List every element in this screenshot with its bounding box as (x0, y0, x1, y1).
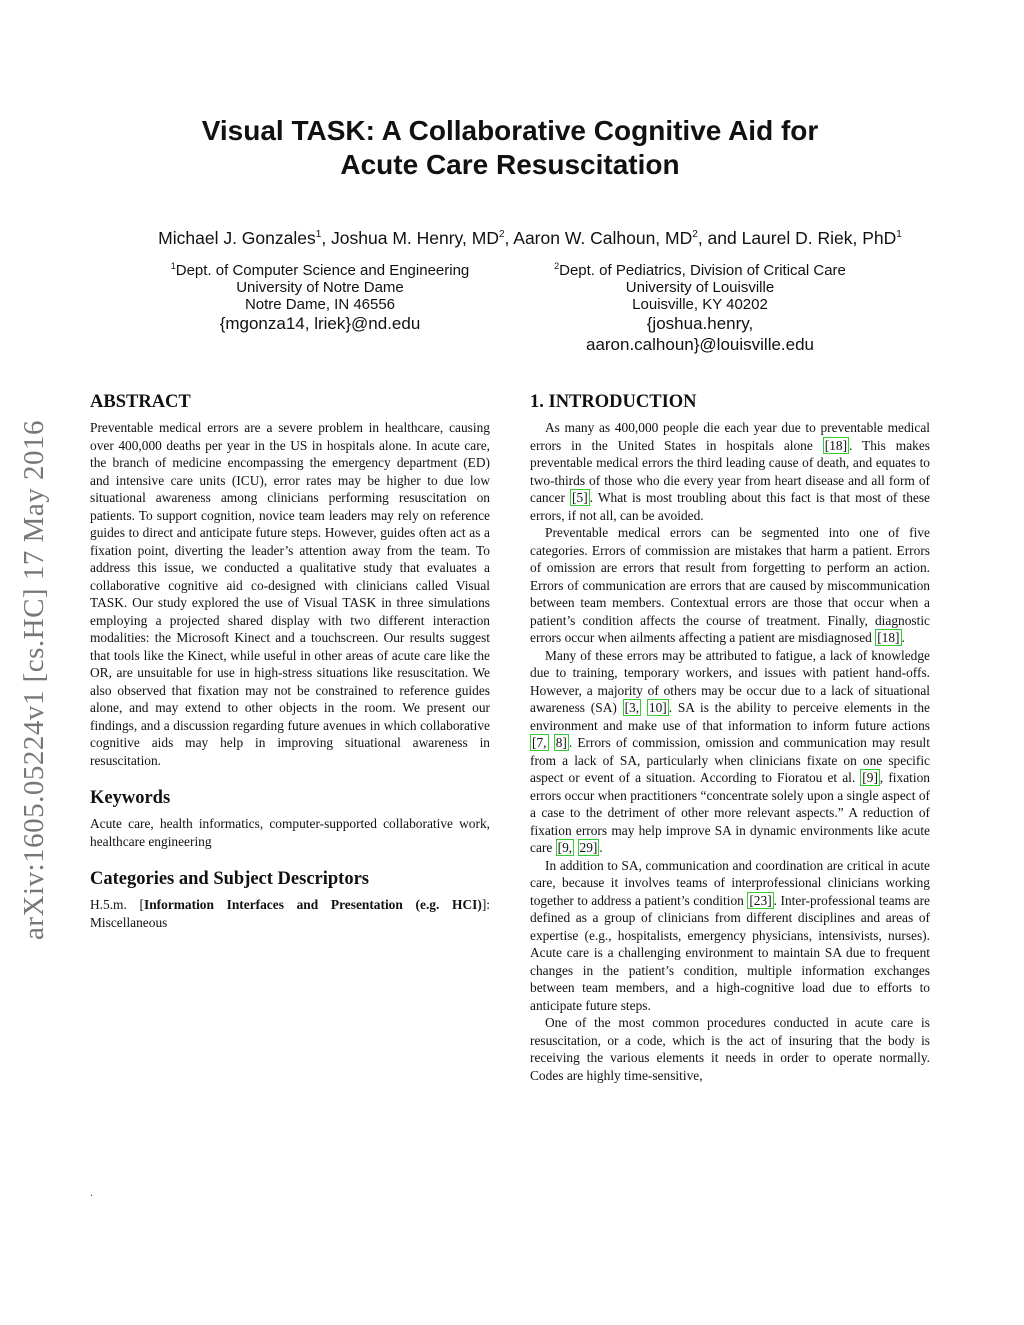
affiliation-1-marker: 1 (170, 261, 176, 271)
intro-paragraph-1 (530, 419, 930, 524)
intro-p1-text-a: As many as 400,000 people die each year due to preventable medical errors in the United States in hospitals alone (530, 420, 930, 453)
intro-p2-text-b: . (901, 630, 905, 645)
affiliation-1-university: University of Notre Dame (236, 279, 404, 296)
intro-p4-text-b: . Inter-professional teams are defined as a group of clinicians from different disciplines and areas of expertise (e.g., hospitalists, emergency physicians, intensivists, nurses). Acute care is a challenging environment to maintain SA due to frequent changes in the patient’s condition, multiple information exchanges between team members, and a high-cognitive load due to efforts to anticipate future steps. (530, 892, 930, 1013)
citation-link[interactable]: [18] (877, 630, 900, 645)
citation-link[interactable]: 29] (579, 840, 598, 855)
author-list (60, 228, 1000, 249)
intro-paragraph-3 (530, 647, 930, 857)
affiliation-2 (520, 258, 880, 355)
citation-link[interactable]: [9] (862, 770, 878, 785)
citation-link[interactable]: 10] (648, 700, 667, 715)
author-2: , Joshua M. Henry, MD (321, 228, 499, 248)
categories-rest: ]: Miscellaneous (90, 897, 490, 930)
intro-p1-text-b: . This makes preventable medical errors the third leading cause of death, and equates to two-thirds of those who die every year from heart disease and all form of cancer (530, 437, 930, 505)
introduction-heading: 1. INTRODUCTION (530, 392, 697, 412)
keywords-text: Acute care, health informatics, computer-supported collaborative work, healthcare engineering (90, 816, 490, 849)
categories-text (90, 896, 490, 931)
paper-title (140, 114, 880, 182)
author-4: , and Laurel D. Riek, PhD (697, 228, 897, 248)
affiliation-1-email: {mgonza14, lriek}@nd.edu (219, 314, 421, 333)
author-3: , Aaron W. Calhoun, MD (504, 228, 693, 248)
title-line-1: Visual TASK: A Collaborative Cognitive Aid for (201, 115, 819, 146)
affiliation-2-university: University of Louisville (625, 279, 775, 296)
intro-paragraph-4 (530, 857, 930, 1015)
categories-bold: Information Interfaces and Presentation (e.g. HCI) (144, 897, 482, 912)
intro-p1-text-c: . What is most troubling about this fact is that most of these errors, if not all, can be avoided. (530, 490, 931, 523)
right-column (530, 391, 930, 1084)
intro-p4-text-a: In addition to SA, communication and coordination are critical in acute care, because it involves teams of interprofessional clinicians working together to address a patient’s condition (530, 857, 930, 908)
affiliation-2-marker: 2 (554, 261, 560, 271)
arxiv-identifier: arXiv:1605.05224v1 [cs.HC] 17 May 2016 (18, 419, 50, 940)
author-2-affil: 2 (498, 229, 505, 241)
left-column (90, 391, 490, 931)
affiliation-2-email-line-1: {joshua.henry, (646, 314, 754, 333)
affiliation-1-dept: Dept. of Computer Science and Engineering (175, 262, 470, 279)
affiliation-1-address: Notre Dame, IN 46556 (244, 296, 396, 313)
affiliation-2-dept: Dept. of Pediatrics, Division of Critical Care (559, 262, 846, 279)
intro-paragraph-5: One of the most common procedures conducted in acute care is resuscitation, or a code, which is the act of insuring that the body is receiving the various elements it needs in order to operate normally. Codes are highly time-sensitive, (530, 1015, 930, 1083)
affiliation-2-email-line-2: aaron.calhoun}@louisville.edu (585, 335, 815, 354)
affiliation-1 (140, 258, 500, 334)
affiliation-2-address: Louisville, KY 40202 (632, 296, 768, 313)
author-1: Michael J. Gonzales (158, 228, 316, 248)
abstract-text: Preventable medical errors are a severe problem in healthcare, causing over 400,000 deaths per year in the US in hospitals alone. In acute care, the branch of medicine encompassing the emergency department (ED) and intensive care units (ICU), error rates may be higher to due low situational awareness among clinicians performing resuscitation on patients. To support cognition, novice team leaders may rely on reference guides to direct and anticipate future steps. However, guides often act as a fixation point, diverting the leader’s attention away from the team. To address this issue, we conducted a qualitative study that evaluates a collaborative cognitive aid co-designed with clinicians called Visual TASK. Our study explored the use of Visual TASK in three simulations employing a projected shared display with two different interaction modalities: the Microsoft Kinect and a touchscreen. Our results suggest that tools like the Kinect, while useful in other areas of acute care like the OR, are unsuitable for use in high-stress situations like resuscitation. We also observed that fixation may not be constrained to reference guides alone, and may extend to other objects in the room. We present our findings, and a discussion regarding future avenues in which collaborative cognitive aids may help in improving situational awareness in resuscitation. (90, 420, 490, 768)
author-1-affil: 1 (315, 229, 322, 241)
author-4-affil: 1 (896, 229, 902, 241)
intro-p3-text-c: . Errors of commission, omission and communication may result from a lack of SA, particularly when clinicians fixate on one specific aspect or event of a situation. According to Fioratou et al. (530, 735, 930, 785)
intro-paragraph-2 (530, 524, 930, 647)
intro-p3-text-d: , fixation errors occur when practitioners “concentrate solely upon a single aspect of a case to the detriment of other more relevant aspects.” A reduction of fixation errors may help improve SA in dynamic environments like acute care (530, 770, 930, 855)
footnote-dot: . (90, 1185, 93, 1199)
citation-link[interactable]: [7, (532, 735, 547, 750)
categories-code: H.5.m. [ (90, 897, 144, 912)
citation-link[interactable]: [23] (749, 892, 772, 908)
citation-link[interactable]: [9, (557, 840, 573, 855)
keywords-heading: Keywords (90, 788, 171, 808)
citation-link[interactable]: [5] (572, 490, 588, 505)
abstract-heading: ABSTRACT (90, 392, 191, 412)
intro-p2-text-a: Preventable medical errors can be segmented into one of five categories. Errors of commission are mistakes that harm a patient. Errors of omission are errors that result from forgetting to perform an action. Errors of communication are errors that are caused by miscommunication between team members. Contextual errors are those that occur when a patient’s condition affects the course of treatment. Finally, diagnostic errors occur when ailments affecting a patient are misdiagnosed (530, 525, 930, 645)
intro-p3-text-e: . (599, 840, 603, 855)
categories-heading: Categories and Subject Descriptors (90, 869, 369, 889)
intro-p3-text-b: . SA is the ability to perceive elements in the environment and make use of that information to inform future actions (530, 700, 930, 733)
citation-link[interactable]: [18] (824, 437, 848, 453)
intro-p3-text-a: Many of these errors may be attributed to fatigue, a lack of knowledge due to training, temporary workers, and issues with patient hand-offs. However, a majority of others may be occur due to a lack of situational awareness (SA) (530, 647, 930, 715)
title-line-2: Acute Care Resuscitation (340, 149, 680, 180)
author-3-affil: 2 (692, 229, 698, 241)
citation-link[interactable]: [3, (624, 700, 640, 715)
citation-link[interactable]: 8] (555, 735, 567, 750)
